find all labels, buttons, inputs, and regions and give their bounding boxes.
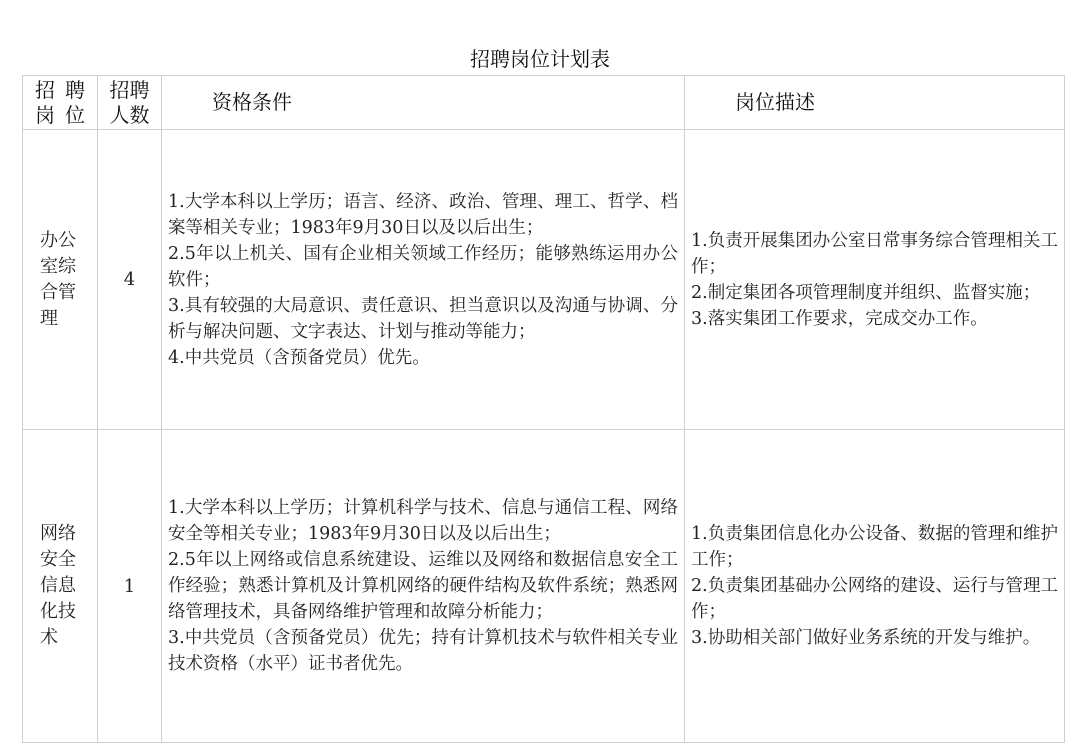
description-cell <box>685 130 1065 430</box>
header-count-line-1: 招聘 <box>109 77 150 102</box>
header-position <box>23 76 98 130</box>
description-item: 2.制定集团各项管理制度并组织、监督实施； <box>691 282 1041 303</box>
recruitment-plan-table <box>22 75 1065 743</box>
page-title: 招聘岗位计划表 <box>470 47 610 71</box>
qualification-item: 1.大学本科以上学历；计算机科学与技术、信息与通信工程、网络安全等相关专业；1983年9月30日以及以后出生； <box>168 498 678 544</box>
description-item: 3.落实集团工作要求，完成交办工作。 <box>691 308 988 329</box>
position-cell <box>23 430 98 743</box>
header-count <box>98 76 162 130</box>
qualifications-cell <box>162 130 685 430</box>
qualification-item: 3.具有较强的大局意识、责任意识、担当意识以及沟通与协调、分析与解决问题、文字表达、计划与推动等能力； <box>168 295 678 342</box>
table-row <box>23 130 1065 430</box>
qualifications-cell <box>162 430 685 743</box>
description-item: 1.负责开展集团办公室日常事务综合管理相关工作； <box>691 230 1058 277</box>
qualification-item: 2.5年以上机关、国有企业相关领域工作经历；能够熟练运用办公软件； <box>168 243 678 290</box>
table-header-row <box>23 76 1065 130</box>
count-cell: 4 <box>98 130 162 430</box>
position-cell <box>23 130 98 430</box>
header-position-line-2: 岗位 <box>35 102 95 127</box>
qualification-item: 3.中共党员（含预备党员）优先；持有计算机技术与软件相关专业技术资格（水平）证书者优先。 <box>168 628 678 674</box>
qualification-item: 2.5年以上网络或信息系统建设、运维以及网络和数据信息安全工作经验；熟悉计算机及计算机网络的硬件结构及软件系统；熟悉网络管理技术，具备网络维护管理和故障分析能力； <box>168 550 678 622</box>
position-name: 网络安全信息化技术 <box>40 523 76 648</box>
description-item: 3.协助相关部门做好业务系统的开发与维护。 <box>691 628 1041 648</box>
qualification-item: 4.中共党员（含预备党员）优先。 <box>168 347 430 368</box>
qualification-item: 1.大学本科以上学历；语言、经济、政治、管理、理工、哲学、档案等相关专业；1983年9月30日以及以后出生； <box>168 191 678 238</box>
count-cell: 1 <box>98 430 162 743</box>
description-cell <box>685 430 1065 743</box>
header-position-line-1: 招聘 <box>35 77 95 102</box>
description-item: 1.负责集团信息化办公设备、数据的管理和维护工作； <box>691 524 1058 570</box>
position-name: 办公室综合管理 <box>40 229 76 329</box>
header-qualifications: 资格条件 <box>162 76 685 130</box>
header-count-line-2: 人数 <box>109 102 150 127</box>
description-item: 2.负责集团基础办公网络的建设、运行与管理工作； <box>691 576 1058 622</box>
table-row <box>23 430 1065 743</box>
header-description: 岗位描述 <box>685 76 1065 130</box>
